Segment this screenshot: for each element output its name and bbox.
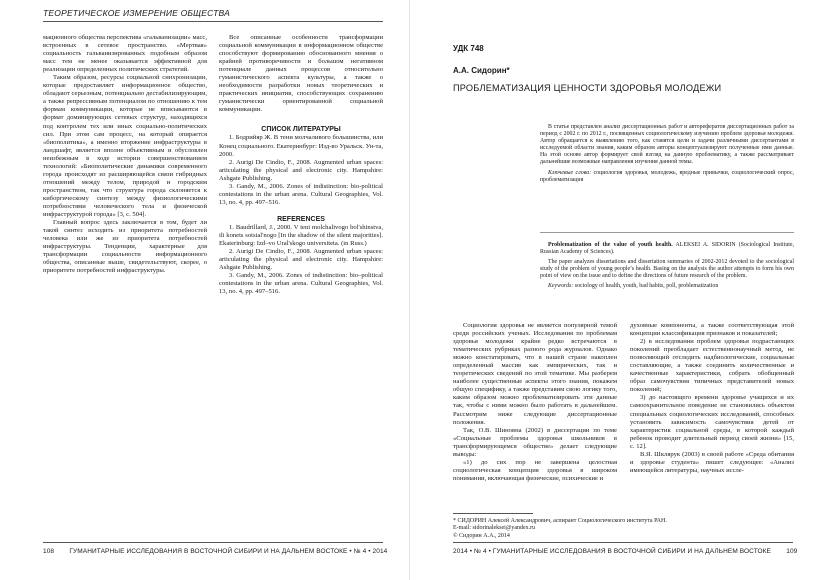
udk-code: УДК 748	[453, 44, 484, 53]
footer-rule	[453, 542, 793, 543]
page-footer: 108 ГУМАНИТАРНЫЕ ИССЛЕДОВАНИЯ В ВОСТОЧНОЙ СИБИРИ И НА ДАЛЬНЕМ ВОСТОКЕ • № 4 • 2014	[43, 548, 388, 555]
abstract-ru	[540, 124, 794, 184]
keywords-label: Keywords:	[548, 283, 574, 290]
paragraph: «1) до сих пор не завершена целостная социологическая концепция здоровья в широком понимании, включающая физические, психические и	[453, 458, 617, 482]
abstract-en	[540, 242, 794, 291]
keywords-ru	[540, 170, 794, 184]
paragraph: духовные компоненты, а также соответствующая этой концепции классификация признаков и показателей;	[630, 322, 794, 338]
keywords-en	[540, 283, 794, 290]
reference-item: 3. Gandy, M., 2006. Zones of indistinction: bio-political contestations in the urban arena. Cultural Geographies, Vol. 13, no. 4, pp. 497–516.	[219, 182, 383, 206]
abstract-text: The paper analyzes dissertations and dissertation summaries of 2002-2012 devoted to the sociological study of the problem of young people’s health. Basing on the analysis the author attempts to form his own point of view on the issue and to define the directions of future research of the problem.	[540, 259, 794, 280]
left-column-2	[219, 34, 383, 296]
abstract-en-heading	[540, 242, 794, 256]
keywords-label: Ключевые слова:	[548, 169, 592, 176]
abstract-en-title: Problematization of the value of youth health.	[548, 242, 673, 248]
paragraph: 2) в исследовании проблем здоровья подрастающих поколений преобладает естественнонаучный метод, не позволяющий отследить надбиологические, социальные составляющие, а также соединить количественные и качественные характеристики, собрать обобщенный образ самочувствия типичных представителей новых поколений;	[630, 338, 794, 394]
keywords-text: sociology of health, youth, bad habits, poll, problematization	[574, 283, 719, 290]
right-column-2	[630, 322, 794, 475]
paragraph: В.Я. Шклярук (2003) в своей работе «Среда обитания и здоровье студента» пишет следующее: «Анализ имеющейся литературы, научных иссле-	[630, 450, 794, 474]
article-title: ПРОБЛЕМАТИЗАЦИЯ ЦЕННОСТИ ЗДОРОВЬЯ МОЛОДЕЖИ	[453, 83, 722, 93]
reference-item: 2. Aurigi De Cindio, F., 2008. Augmented urban spaces: articulating the physical and electronic city. Hampshire: Ashgate Publishing.	[219, 158, 383, 182]
abstract-text: В статье представлен анализ диссертационных работ и авторефератов диссертационных работ за период с 2002 г. по 2012 г., посвященных социологическому изучению проблем здоровья молодежи. Автор обращается к выявлению того, как ставятся цели и задачи различными диссертантами в исследуемой области знания, каким образом авторы концептуализируют полученные ими данные. На этой основе автор формирует свой взгляд на данную проблематику, а также рассматривает дальнейшие возможные направления изучения данной темы.	[540, 124, 794, 166]
header-rule	[43, 21, 383, 22]
paragraph: 3) до настоящего времени здоровье учащихся и их самоохранительное поведение не становились объектом специальных социологических исследований, способных установить зависимость самочувствия детей от характеристик социальной среды, в которой каждый ребенок проводит длительный период своей жизни» [15, с. 12].	[630, 394, 794, 450]
paragraph: Таким образом, ресурсы социальной синхронизации, которые предоставляет информационное общество, обладают серьезным, потенциально дестабилизирующим, а также репрессивным потенциалом по отношению к тем формам коммуникации, которые не вписываются в формат доминирующих сетевых структур, находящихся под контролем тех или иных социально-политических сил. При этом сам процесс, на который опирается «биополитика», а именно вторжение инфраструктуры в ландшафт, является вполне объективным и обусловлен неизбежным в ходе истории совершенствованием технологий: «Биополитические динамики современного города происходят из расширяющейся связи гибридных отношений между телом, природой и городским пространством, так что структура города склоняется к киборгическому синтезу между физиологическими потребностями человеческого тела и физической инфраструктурой города» [3, с. 504].	[43, 74, 207, 219]
reference-item: 1. Бодрийяр Ж. В тени молчаливого большинства, или Конец социального. Екатеринбург: Изд-во Уральск. Ун-та, 2000.	[219, 134, 383, 158]
footer-rule	[43, 542, 383, 543]
running-head: ТЕОРЕТИЧЕСКОЕ ИЗМЕРЕНИЕ ОБЩЕСТВА	[43, 8, 230, 18]
footnote-line: © Сидорин А.А., 2014	[453, 532, 510, 539]
right-column-1	[453, 322, 617, 483]
footnote-line: * СИДОРИН Алексей Александрович, аспирант Социологического института РАН.	[453, 518, 667, 524]
footnote-line: E-mail: sidorinaleksei@yandex.ru	[453, 525, 536, 532]
abstract-divider	[540, 232, 794, 233]
references-ru-heading: СПИСОК ЛИТЕРАТУРЫ	[261, 126, 341, 134]
article-author: А.А. Сидорин*	[453, 66, 510, 75]
left-column-1	[43, 34, 207, 275]
paragraph: Социология здоровья не является популярной темой среди российских ученых. Исследования по проблемам здоровья молодежи крайне редко встречаются в тематических рубриках разного рода журналов. Однако можно констатировать, что в нашей стране накоплен определенный массив как эмпирических, так и теоретических сведений по этой тематике. Мы разберем наиболее существенные аспекты этого знания, покажем общую специфику, а также представим свою логику того, каким образом можно проблематизировать эти данные так, чтобы с ними можно было работать в дальнейшем. Рассмотрим ниже следующие диссертационные положения.	[453, 322, 617, 426]
keywords-text: социология здоровья, молодежь, вредные привычки, социологический опрос, проблематизация	[540, 169, 794, 183]
page-footer: 2014 • № 4 • ГУМАНИТАРНЫЕ ИССЛЕДОВАНИЯ В ВОСТОЧНОЙ СИБИРИ И НА ДАЛЬНЕМ ВОСТОКЕ 109	[453, 548, 798, 555]
abstract-en-author: ALEKSEI A. SIDORIN (Sociological Institute, Russian Academy of Sciences).	[540, 242, 794, 256]
paragraph: Так, О.В. Шиновна (2002) в диссертации по теме «Социальные проблемы здоровья школьников в трансформирующемся обществе» делает следующие выводы:	[453, 426, 617, 458]
paragraph: Все описанные особенности трансформации социальной коммуникации в информационном обществе способствуют формированию обоснованного мнения о крайней противоречивости и большом негативном потенциале данных процессов относительно гуманистического аспекта культуры, а также о необходимости разработки новых теоретических и практических инициатив, способствующих сохранению гуманистически ориентированной социальной коммуникации.	[219, 34, 383, 114]
reference-item: 1. Baudrillard, J., 2000. V teni molchalivogo bol'shinstva, ili konets sotsial'nogo [In the shadow of the silent majorities]. Ekaterinburg: Izd–vo Ural'skogo universiteta. (in Russ.)	[219, 223, 383, 247]
reference-item: 3. Gandy, M., 2006. Zones of indistinction: bio–political contestations in the urban arena. Cultural Geographies, Vol. 13, no. 4, pp. 497–516.	[219, 272, 383, 296]
references-en-heading: REFERENCES	[277, 215, 325, 223]
reference-item: 2. Aurigi De Cindio, F., 2008. Augmented urban spaces: articulating the physical and electronic city. Hampshire: Ashgate Publishing.	[219, 248, 383, 272]
paragraph: мационного общества перспектива «гальванизации» масс, встроенных в сетевое пространство. «Мертвая» социальность гальванизированных подобным образом масс тем не менее оказывается эффективной для реализации определенных политических стратегий.	[43, 34, 207, 74]
footnote-rule	[453, 513, 533, 514]
footnote	[453, 518, 753, 540]
paragraph: Главный вопрос здесь заключается в том, будет ли такой синтез исходить из приоритета потребностей человека или же из приоритета потребностей инфраструктуры. Тенденции, характерные для трансформации социальности информационного общества, описанные выше, свидетельствуют, скорее, о приоритете потребностей инфраструктуры.	[43, 219, 207, 275]
